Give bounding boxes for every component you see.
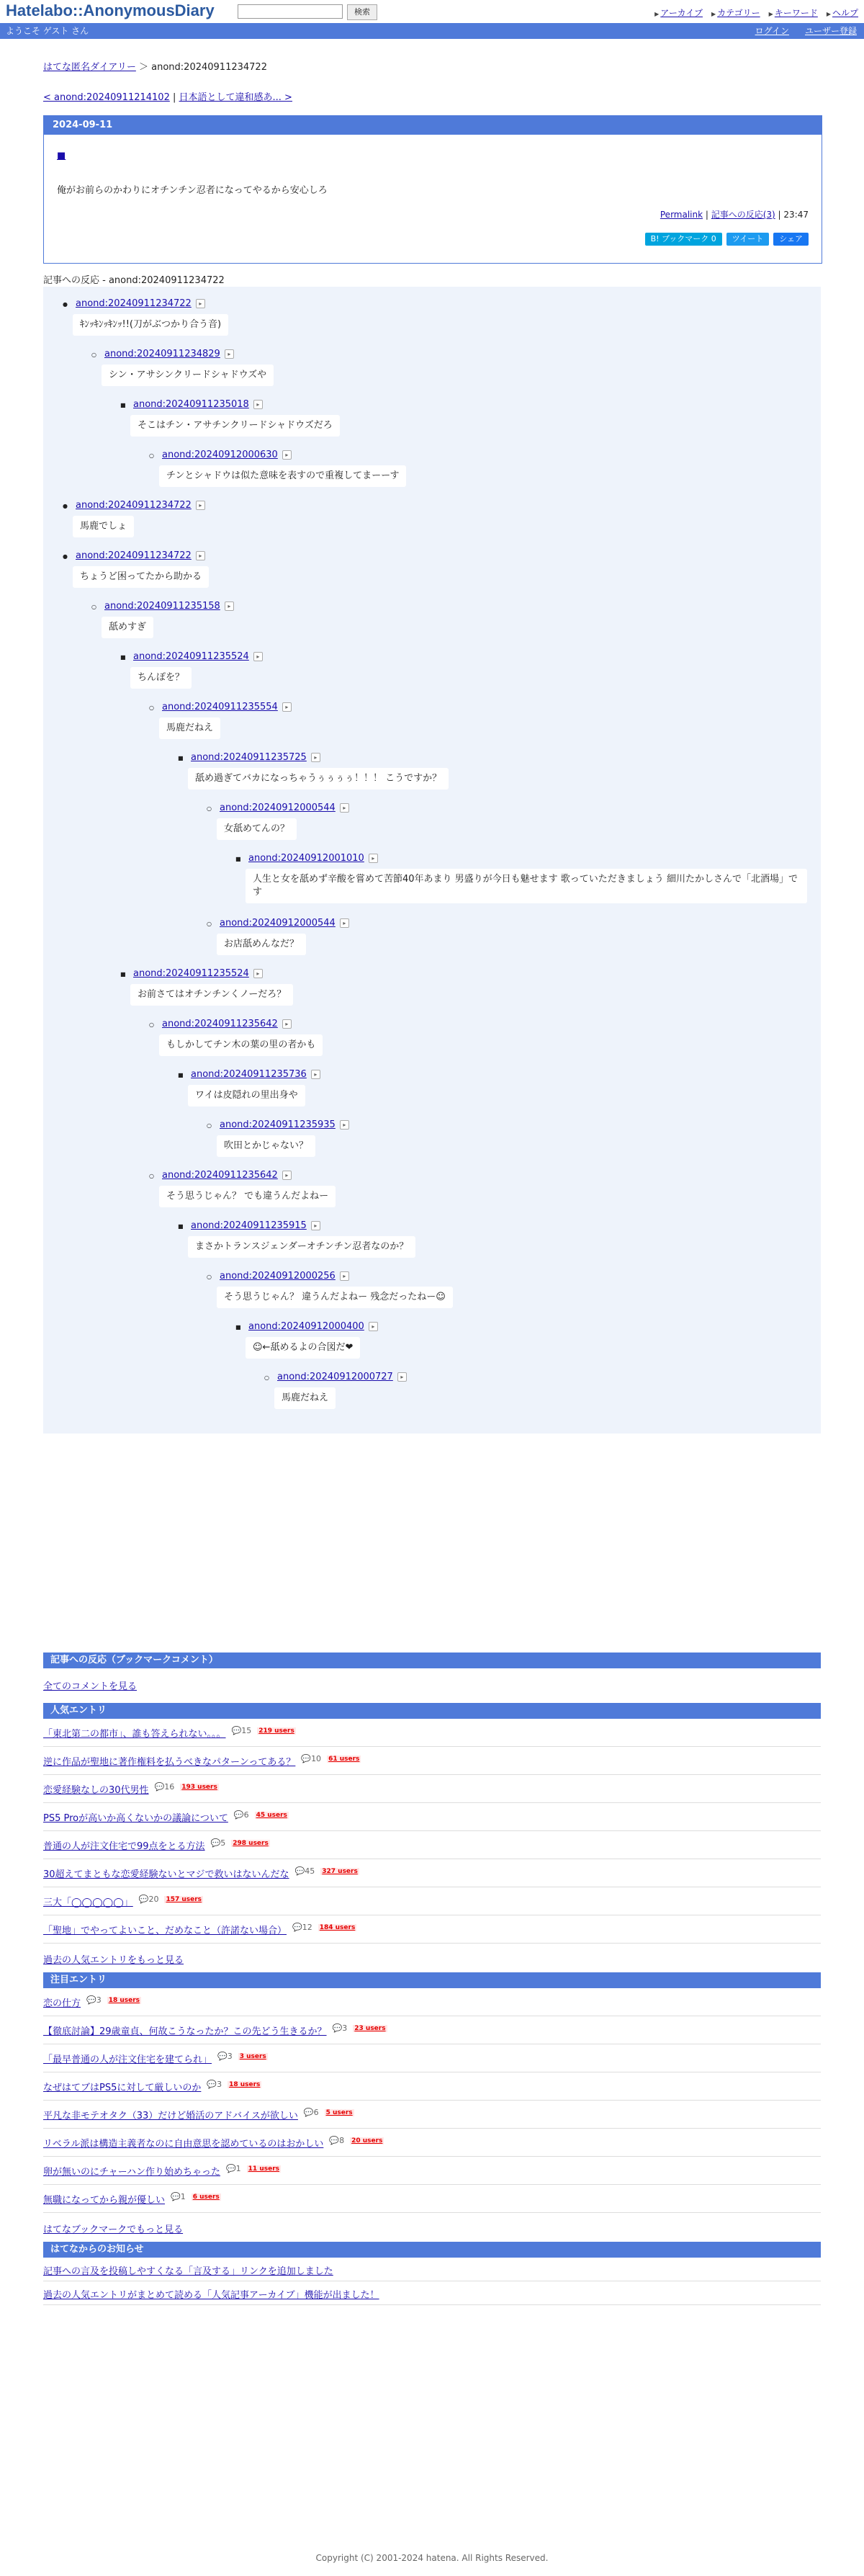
bookmark-users-badge[interactable]: 18 users (229, 2081, 261, 2088)
reaction-comment: まさかトランスジェンダーオチンチン忍者なのか？ (188, 1236, 415, 1258)
entry-row (43, 2072, 821, 2101)
nav-keyword-link[interactable]: ▶ キーワード (769, 6, 818, 19)
entry-title-link[interactable]: 三大「◯◯◯◯◯」 (43, 1897, 133, 1908)
comment-icon: 💬 (329, 2136, 340, 2145)
entry-title-link[interactable]: 恋愛経験なしの30代男性 (43, 1785, 149, 1796)
entry-row (43, 1775, 821, 1803)
reaction-id-link[interactable]: anond:20240911235642 (162, 1019, 278, 1029)
reaction-comment: 人生と女を舐めず辛酸を嘗めて苦節40年あまり 男盛りが今日も魅せます 歌っていただきましょう 細川たかしさんで「北酒場」です (246, 869, 807, 903)
bullet-icon: ○ (149, 1173, 154, 1179)
comment-icon: 💬 (301, 1754, 312, 1763)
comment-count (301, 1754, 321, 1763)
reaction-comment: 舐めすぎ (102, 617, 153, 638)
bullet-icon: ■ (120, 654, 126, 661)
popular-entries (43, 1703, 821, 1966)
bookmark-users-badge[interactable]: 61 users (328, 1756, 360, 1763)
expand-arrow-icon[interactable]: ▸ (225, 349, 234, 359)
comment-count (329, 2136, 344, 2145)
bullet-icon: ○ (264, 1374, 269, 1381)
expand-arrow-icon[interactable]: ▸ (340, 1271, 349, 1281)
bookmark-users-badge[interactable]: 157 users (166, 1896, 202, 1903)
reaction-item (120, 399, 263, 410)
reaction-id-link[interactable]: anond:20240911235915 (191, 1220, 307, 1231)
comment-count-value: 1 (180, 2192, 186, 2201)
expand-arrow-icon[interactable]: ▸ (282, 450, 292, 460)
popular-more-link[interactable]: 過去の人気エントリをもっと見る (43, 1955, 184, 1966)
comment-count (333, 2023, 348, 2033)
facebook-share-button[interactable]: シェア (773, 233, 809, 246)
entry-row (43, 2044, 821, 2072)
reaction-comment: 馬鹿でしょ (73, 516, 134, 537)
reaction-id-link[interactable]: anond:20240911235554 (162, 702, 278, 712)
comment-count-value: 20 (148, 1895, 159, 1904)
comment-count-value: 5 (220, 1838, 226, 1848)
search-button[interactable]: 検索 (347, 4, 377, 20)
comment-icon: 💬 (292, 1923, 302, 1932)
entry-title-link[interactable]: リベラル派は構造主義者なのに自由意思を認めているのはおかしい (43, 2139, 324, 2150)
comment-count-value: 1 (235, 2164, 241, 2173)
bullet-icon: ● (63, 301, 68, 308)
bookmark-users-badge[interactable]: 5 users (325, 2109, 353, 2116)
entry-time: 23:47 (783, 210, 809, 220)
bookmark-users-badge[interactable]: 11 users (248, 2165, 279, 2173)
nav-archive-link[interactable]: ▶ アーカイブ (654, 6, 703, 19)
expand-arrow-icon[interactable]: ▸ (196, 551, 205, 560)
reaction-id-link[interactable]: anond:20240911235725 (191, 752, 307, 763)
reaction-comment: 吹田とかじゃない？ (217, 1135, 315, 1157)
comment-count (155, 1782, 175, 1792)
all-comments-link[interactable]: 全てのコメントを見る (43, 1681, 138, 1692)
expand-arrow-icon[interactable]: ▸ (196, 501, 205, 510)
bookmark-section-title: 記事への反応（ブックマークコメント） (43, 1653, 821, 1668)
reaction-item (178, 1220, 320, 1231)
reaction-item (149, 1019, 292, 1029)
pager-sep: | (173, 92, 176, 103)
expand-arrow-icon[interactable]: ▸ (225, 601, 234, 611)
entry-title-link[interactable]: 30超えてまともな恋愛経験ないとマジで救いはないんだな (43, 1869, 289, 1880)
reaction-heading: 記事への反応 - anond:20240911234722 (43, 272, 821, 288)
reaction-item (149, 702, 292, 712)
comment-count-value: 45 (305, 1866, 315, 1876)
reaction-id-link[interactable]: anond:20240911235736 (191, 1069, 307, 1080)
news-item (43, 2281, 821, 2305)
comment-count (295, 1866, 315, 1876)
entry-title-link[interactable]: 「最早普通の人が注文住宅を建てられ」 (43, 2054, 212, 2065)
bullet-icon: ○ (207, 805, 212, 812)
prev-entry-link[interactable]: < anond:20240911214102 (43, 92, 170, 103)
reaction-item (120, 651, 263, 662)
reaction-comment: もしかしてチン木の葉の里の者かも (159, 1034, 323, 1056)
bookmark-users-badge[interactable]: 219 users (258, 1727, 294, 1735)
reaction-comment: ワイは皮隠れの里出身や (188, 1085, 305, 1106)
welcome-text: ようこそ ゲスト さん (6, 26, 89, 36)
reaction-id-link[interactable]: anond:20240911235642 (162, 1170, 278, 1181)
expand-arrow-icon[interactable]: ▸ (311, 1070, 320, 1079)
pager (43, 89, 821, 103)
entry-title-link[interactable]: なぜはてブはPS5に対して厳しいのか (43, 2083, 202, 2093)
reaction-id-link[interactable]: anond:20240911234722 (76, 298, 192, 309)
reaction-comment: そう思うじゃん？ でも違うんだよねー (159, 1186, 336, 1207)
hot-section-title: 注目エントリ (43, 1972, 821, 1988)
bullet-icon: ○ (207, 921, 212, 927)
entry-row (43, 2157, 821, 2185)
reaction-comment: そこはチン・アサチンクリードシャドウズだろ (130, 415, 340, 437)
comment-count-value: 15 (241, 1726, 252, 1735)
bookmark-comments-section (43, 1653, 821, 1692)
comment-count-value: 3 (96, 1995, 102, 2005)
breadcrumb-home[interactable]: はてな匿名ダイアリー (43, 62, 136, 73)
entry-row (43, 1915, 821, 1944)
comment-count (304, 2108, 319, 2117)
bullet-icon: ○ (91, 352, 96, 358)
reaction-item (149, 450, 292, 460)
bookmark-users-badge[interactable]: 18 users (108, 1997, 140, 2004)
comment-icon: 💬 (231, 1726, 242, 1735)
reaction-id-link[interactable]: anond:20240912000256 (220, 1271, 336, 1282)
bullet-icon: ● (63, 553, 68, 560)
reaction-item (207, 1271, 349, 1282)
reaction-item (264, 1372, 407, 1382)
news-section-title: はてなからのお知らせ (43, 2242, 821, 2258)
comment-count (86, 1995, 102, 2005)
comment-icon: 💬 (233, 1810, 244, 1820)
reactions-link[interactable]: 記事への反応(3) (711, 210, 775, 220)
expand-arrow-icon[interactable]: ▸ (340, 918, 349, 928)
bookmark-users-badge[interactable]: 327 users (322, 1868, 358, 1875)
reaction-item (235, 853, 378, 864)
comment-count (234, 1810, 249, 1820)
news-item (43, 2258, 821, 2281)
reaction-item (207, 802, 349, 813)
reaction-id-link[interactable]: anond:20240912001010 (248, 853, 364, 864)
entry-row (43, 2016, 821, 2044)
header-nav (654, 6, 858, 19)
breadcrumb-sep: ＞ (138, 62, 148, 73)
reaction-id-link[interactable]: anond:20240911234722 (76, 500, 192, 511)
bullet-icon: ○ (207, 1122, 212, 1129)
user-bar (0, 23, 864, 39)
comment-count-value: 12 (302, 1923, 312, 1932)
breadcrumb (43, 59, 821, 73)
expand-arrow-icon[interactable]: ▸ (311, 753, 320, 762)
reaction-comment: シン・アサシンクリードシャドウズや (102, 365, 274, 386)
entry-row (43, 2129, 821, 2157)
comment-icon: 💬 (207, 2080, 217, 2089)
reaction-item (63, 298, 205, 309)
bookmark-users-badge[interactable]: 20 users (351, 2137, 383, 2145)
news-link[interactable]: 過去の人気エントリがまとめて読める「人気記事アーカイブ」機能が出ました！ (43, 2290, 379, 2301)
expand-arrow-icon[interactable]: ▸ (340, 1120, 349, 1130)
reaction-comment: チンとシャドウは似た意味を表すので重複してまーーす (159, 465, 406, 487)
reaction-item (235, 1321, 378, 1332)
comment-count (171, 2192, 186, 2201)
search-input[interactable] (238, 4, 343, 19)
reaction-comment: 馬鹿だねえ (274, 1387, 336, 1409)
bookmark-users-badge[interactable]: 193 users (181, 1784, 217, 1791)
bullet-icon: ○ (207, 1274, 212, 1280)
permalink[interactable]: Permalink (660, 210, 703, 220)
nav-help-link[interactable]: ▶ ヘルプ (827, 6, 858, 19)
reaction-id-link[interactable]: anond:20240912000544 (220, 918, 336, 929)
register-link[interactable]: ユーザー登録 (804, 26, 857, 36)
bullet-icon: ○ (149, 1021, 154, 1028)
reaction-comment: ☺←舐めるよの合図だ❤ (246, 1337, 360, 1359)
comment-count (211, 1838, 226, 1848)
expand-arrow-icon[interactable]: ▸ (196, 299, 205, 308)
comment-icon: 💬 (303, 2108, 314, 2117)
expand-arrow-icon[interactable]: ▸ (340, 803, 349, 813)
comment-count (226, 2164, 241, 2173)
reaction-item (120, 968, 263, 979)
site-logo[interactable]: Hatelabo::AnonymousDiary (6, 1, 215, 19)
reaction-comment: ちょうど困ってたから助かる (73, 566, 209, 588)
entry-row (43, 2101, 821, 2129)
reaction-item (178, 752, 320, 763)
reaction-item (91, 601, 234, 612)
expand-arrow-icon[interactable]: ▸ (369, 854, 378, 863)
hot-entries (43, 1972, 821, 2235)
comment-count-value: 6 (313, 2108, 319, 2117)
reaction-comment: 女舐めてんの？ (217, 818, 297, 840)
entry-title-link[interactable]: 「聖地」でやってよいこと、だめなこと（許諾ない場合） (43, 1926, 287, 1936)
reaction-item (178, 1069, 320, 1080)
popular-section-title: 人気エントリ (43, 1703, 821, 1719)
bookmark-users-badge[interactable]: 45 users (256, 1812, 287, 1819)
entry-row (43, 1887, 821, 1915)
reaction-comment: ｷﾝｯｷﾝｯｷﾝｯ!!(刀がぶつかり合う音) (73, 314, 228, 336)
reaction-id-link[interactable]: anond:20240911235018 (133, 399, 249, 410)
tweet-button[interactable]: ツイート (726, 233, 769, 246)
expand-arrow-icon[interactable]: ▸ (397, 1372, 407, 1382)
next-entry-link[interactable]: 日本語として違和感あ... > (179, 92, 292, 103)
bullet-icon: ■ (120, 402, 126, 408)
reaction-comment: そう思うじゃん？ 違うんだよねー 残念だったねー☺ (217, 1287, 453, 1308)
nav-category-link[interactable]: ▶ カテゴリー (711, 6, 760, 19)
entry-date: 2024-09-11 (44, 116, 822, 135)
bullet-icon: ■ (178, 1072, 184, 1078)
reaction-id-link[interactable]: anond:20240912000400 (248, 1321, 364, 1332)
comment-count-value: 8 (339, 2136, 345, 2145)
comment-icon: 💬 (332, 2023, 343, 2033)
comment-icon: 💬 (154, 1782, 165, 1792)
reaction-id-link[interactable]: anond:20240911234829 (104, 349, 220, 359)
entry-row (43, 1831, 821, 1859)
bullet-icon: ○ (91, 604, 96, 610)
diary-entry (43, 115, 822, 264)
entry-row (43, 1859, 821, 1887)
reaction-id-link[interactable]: anond:20240911235935 (220, 1119, 336, 1130)
reaction-comment: 馬鹿だねえ (159, 717, 220, 739)
bookmark-users-badge[interactable]: 184 users (319, 1924, 356, 1931)
bookmark-users-badge[interactable]: 3 users (239, 2053, 266, 2060)
comment-icon: 💬 (171, 2192, 181, 2201)
bookmark-users-badge[interactable]: 298 users (233, 1840, 269, 1847)
hatena-news (43, 2242, 821, 2305)
expand-arrow-icon[interactable]: ▸ (282, 1019, 292, 1029)
bullet-icon: ○ (149, 452, 154, 459)
bullet-icon: ○ (149, 705, 154, 711)
expand-arrow-icon[interactable]: ▸ (369, 1322, 378, 1331)
entry-row (43, 2185, 821, 2213)
expand-arrow-icon[interactable]: ▸ (282, 702, 292, 712)
comment-icon: 💬 (225, 2164, 236, 2173)
comment-count (232, 1726, 252, 1735)
entry-title-link[interactable]: 逆に作品が聖地に著作権料を払うべきなパターンってある？ (43, 1757, 296, 1768)
login-link[interactable]: ログイン (755, 26, 789, 36)
bullet-icon: ■ (235, 1324, 241, 1331)
reaction-item (63, 500, 205, 511)
reaction-id-link[interactable]: anond:20240911234722 (76, 550, 192, 561)
entry-title-link[interactable]: 恋の仕方 (43, 1998, 81, 2009)
expand-arrow-icon[interactable]: ▸ (253, 652, 263, 661)
entry-title-link[interactable]: 普通の人が注文住宅で99点をとる方法 (43, 1841, 205, 1852)
entry-row (43, 1719, 821, 1747)
reaction-comment: お店舐めんなだ？ (217, 934, 306, 955)
comment-count (217, 2052, 233, 2061)
expand-arrow-icon[interactable]: ▸ (253, 969, 263, 978)
bullet-icon: ■ (235, 856, 241, 862)
comment-count-value: 16 (164, 1782, 175, 1792)
comment-count-value: 3 (217, 2080, 222, 2089)
comment-count-value: 3 (227, 2052, 233, 2061)
entry-title-link[interactable]: 無職になってから親が優しい (43, 2195, 166, 2206)
reaction-id-link[interactable]: anond:20240912000630 (162, 450, 278, 460)
comment-icon: 💬 (210, 1838, 221, 1848)
reaction-id-link[interactable]: anond:20240912000727 (277, 1372, 393, 1382)
comment-count-value: 3 (342, 2023, 348, 2033)
comment-count (292, 1923, 312, 1932)
reaction-comment: 舐め過ぎてバカになっちゃうぅぅぅぅ！！！ こうですか？ (188, 768, 449, 790)
news-link[interactable]: 記事への言及を投稿しやすくなる「言及する」リンクを追加しました (43, 2266, 333, 2277)
reaction-item (207, 1119, 349, 1130)
entry-row (43, 1988, 821, 2016)
expand-arrow-icon[interactable]: ▸ (253, 400, 263, 409)
reaction-item (149, 1170, 292, 1181)
expand-arrow-icon[interactable]: ▸ (311, 1221, 320, 1230)
site-header (0, 0, 864, 23)
reaction-item (63, 550, 205, 561)
bullet-icon: ■ (178, 1223, 184, 1230)
entry-row (43, 1747, 821, 1775)
reaction-id-link[interactable]: anond:20240912000544 (220, 802, 336, 813)
bookmark-users-badge[interactable]: 23 users (354, 2025, 386, 2032)
reaction-tree (43, 287, 821, 1434)
bookmark-users-badge[interactable]: 6 users (192, 2193, 220, 2201)
entry-title-link[interactable]: 「東北第二の都市」、誰も答えられない。。。 (43, 1729, 226, 1740)
reaction-id-link[interactable]: anond:20240911235524 (133, 651, 249, 662)
entry-title-link[interactable]: PS5 Proが高いか高くないかの議論について (43, 1813, 228, 1824)
bullet-icon: ● (63, 503, 68, 509)
comment-count-value: 6 (243, 1810, 249, 1820)
comment-count-value: 10 (311, 1754, 322, 1763)
hot-more-link[interactable]: はてなブックマークでもっと見る (43, 2224, 184, 2235)
comment-icon: 💬 (217, 2052, 228, 2061)
reaction-item (91, 349, 234, 359)
entry-body: 俺がお前らのかわりにオチンチン忍者になってやるから安心しろ (57, 185, 328, 196)
comment-count (207, 2080, 222, 2089)
comment-count (139, 1895, 159, 1904)
reaction-id-link[interactable]: anond:20240911235158 (104, 601, 220, 612)
reaction-comment: お前さてはオチンチンくノーだろ？ (130, 984, 293, 1006)
share-buttons (645, 233, 809, 246)
entry-row (43, 1803, 821, 1831)
entry-title-link[interactable]: ■ (57, 151, 66, 161)
comment-icon: 💬 (294, 1866, 305, 1876)
comment-icon: 💬 (138, 1895, 149, 1904)
comment-icon: 💬 (86, 1995, 96, 2005)
hatena-bookmark-button[interactable]: B! ブックマーク 0 (645, 233, 722, 246)
expand-arrow-icon[interactable]: ▸ (282, 1171, 292, 1180)
bullet-icon: ■ (120, 971, 126, 978)
reaction-item (207, 918, 349, 929)
entry-meta: Permalink | 記事への反応(3) | 23:47 (660, 210, 809, 220)
reaction-comment: ちんぽを？ (130, 667, 192, 689)
bullet-icon: ■ (178, 755, 184, 761)
entry-title-link[interactable]: 平凡な非モテオタク（33）だけど婚活のアドバイスが欲しい (43, 2111, 298, 2121)
entry-title-link[interactable]: 【徹底討論】29歳童貞、何故こうなったか？この先どう生きるか？ (43, 2026, 327, 2037)
breadcrumb-current: anond:20240911234722 (151, 62, 267, 73)
footer-copyright: Copyright (C) 2001-2024 hatena. All Rights Reserved. (315, 2553, 549, 2563)
entry-title-link[interactable]: 卵が無いのにチャーハン作り始めちゃった (43, 2167, 220, 2178)
reaction-id-link[interactable]: anond:20240911235524 (133, 968, 249, 979)
